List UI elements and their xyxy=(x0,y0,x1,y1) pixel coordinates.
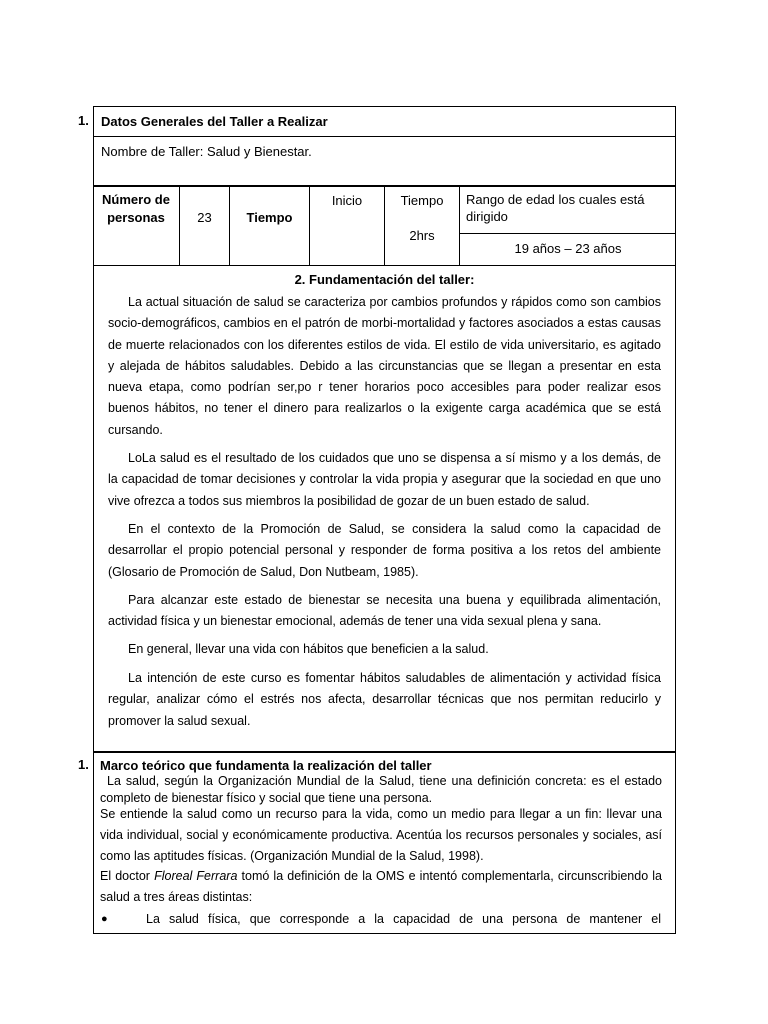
author-name: Floreal Ferrara xyxy=(154,869,238,883)
paragraph: El doctor Floreal Ferrara tomó la definición de la OMS e intentó complementarla, circunscribiendo la salud a tres áreas distintas: xyxy=(100,869,663,904)
paragraph: LoLa salud es el resultado de los cuidados que uno se dispensa a sí mismo y a los demás, de la capacidad de tomar decisiones y controlar la vida propia y asegurar que la sociedad en que uno vive ofrezca a todos sus miembros la posibilidad de gozar de un buen estado de salud. xyxy=(108,451,661,508)
section-number: 1. xyxy=(78,113,89,128)
age-range-value: 19 años – 23 años xyxy=(514,241,622,256)
inicio-label: Inicio xyxy=(331,193,363,208)
section-number: 1. xyxy=(78,757,89,772)
tiempo-header: Tiempo xyxy=(246,210,293,225)
paragraph: En el contexto de la Promoción de Salud, se considera la salud como la capacidad de desarrollar el propio potencial personal y responder de forma positiva a los retos del ambiente (Glosario de Promoción de Salud, Don Nutbeam, 1985). xyxy=(108,522,661,579)
paragraph: Se entiende la salud como un recurso para la vida, como un medio para llegar a un fin: llevar una vida individual, social y económicamente productiva. Acentúa los recursos personales y sociales, así como las aptitudes físicas. (Organización Mundial de la Salud, 1998). xyxy=(100,807,662,863)
list-item: La salud física, que corresponde a la capacidad de una persona de mantener el xyxy=(146,912,661,926)
tiempo-value: 2hrs xyxy=(409,228,435,243)
paragraph: La intención de este curso es fomentar hábitos saludables de alimentación y actividad física regular, analizar cómo el estrés nos afecta, desarrollar técnicas que nos permitan reducirlo y promover la salud sexual. xyxy=(108,671,661,728)
tiempo-label: Tiempo xyxy=(400,193,444,208)
paragraph: La salud, según la Organización Mundial de la Salud, tiene una definición concreta: es el estado completo de bienestar físico y social que tiene una persona. xyxy=(100,774,662,805)
divider xyxy=(93,136,676,137)
paragraph: En general, llevar una vida con hábitos que beneficien a la salud. xyxy=(128,642,489,656)
workshop-name: Nombre de Taller: Salud y Bienestar. xyxy=(101,144,312,159)
num-personas-header: Número de personas xyxy=(102,192,170,225)
paragraph: La actual situación de salud se caracteriza por cambios profundos y rápidos como son cambios socio-demográficos, cambios en el patrón de morbi-mortalidad y factores asociados a estas causas de muerte relacionados con los diferentes estilos de vida. El estilo de vida universitario, es agitado y alejada de hábitos saludables. Debido a las circunstancias que se llegan a presentar en esta nueva etapa, como podrían ser,po r tener horarios poco accesibles para poder realizar esos buenos hábitos, no tener el dinero para realizarlos o la exigente carga académica que se está cursando. xyxy=(108,295,661,437)
paragraph: Para alcanzar este estado de bienestar se necesita una buena y equilibrada alimentación, actividad física y un bienestar emocional, además de tener una vida sexual plena y sana. xyxy=(108,593,661,629)
num-personas-value: 23 xyxy=(197,210,212,225)
age-range-label: Rango de edad los cuales está dirigido xyxy=(466,192,645,224)
section-title: Datos Generales del Taller a Realizar xyxy=(101,114,328,129)
marco-teorico-title: Marco teórico que fundamenta la realización del taller xyxy=(100,758,432,773)
fundamentacion-title: 2. Fundamentación del taller: xyxy=(294,272,475,287)
bullet-icon: ● xyxy=(101,913,108,925)
divider xyxy=(459,233,676,234)
